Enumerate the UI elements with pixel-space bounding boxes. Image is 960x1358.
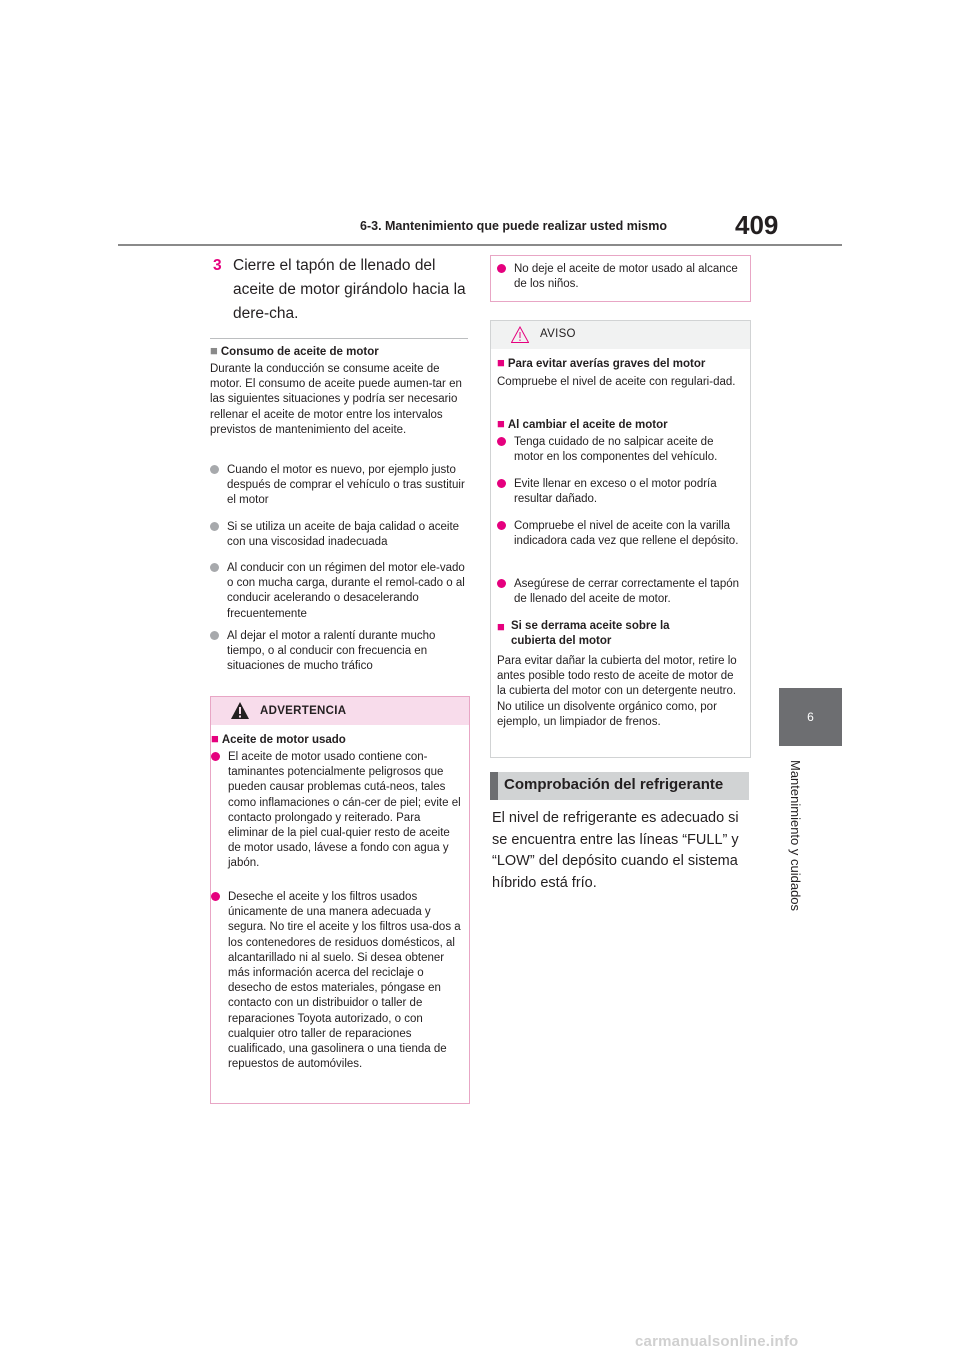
square-bullet-icon: ■ [210,343,218,358]
list-item: Deseche el aceite y los filtros usados únicamente de una manera adecuada y segura. No tire el aceite y los filtros usa-dos a los contenedores de residuos domésticos, al alcantarillado ni al suelo. Si desea obtener más información acerca del reciclaje o desecho de estos materiales, póngase en contacto con un distribuidor o taller de reparaciones Toyota autorizado, o con cualquier otro taller de reparaciones cualificado, una gasolinera o una tienda de repuestos de automóviles. [211,890,461,1072]
notice-box [490,320,751,758]
list-item: Tenga cuidado de no salpicar aceite de motor en los componentes del vehículo. [497,435,742,465]
round-bullet-icon [497,521,506,530]
section-heading [490,772,749,800]
list-item: Al dejar el motor a ralentí durante mucho tiempo, o al conducir con frecuencia en situaciones de mucho tráfico [210,629,468,675]
list-item: El aceite de motor usado contiene con-taminantes potencialmente peligrosos que pueden causar problemas cutá-neos, tales como inflamaciones o cán-cer de piel; evite el contacto prolongado y reiterado. Para eliminar de la piel cual-quier resto de aceite de motor usado, lávese a fondo con agua y jabón. [211,750,461,872]
step-number: 3 [213,257,222,274]
square-bullet-icon: ■ [497,355,505,370]
square-bullet-icon: ■ [497,619,505,634]
notice-header [491,321,750,349]
list-item: No deje el aceite de motor usado al alcance de los niños. [497,262,742,292]
section-title: 6-3. Mantenimiento que puede realizar usted mismo [360,219,668,233]
square-bullet-icon: ■ [497,416,505,431]
list-item: Si se utiliza un aceite de baja calidad o aceite con una viscosidad inadecuada [210,520,468,550]
round-bullet-icon [497,479,506,488]
notice-subhead: ■ Si se derrama aceite sobre la cubierta del motor [497,619,670,647]
chapter-label-text: Mantenimiento y cuidados [788,760,803,912]
header-rule [118,244,842,246]
continued-warning-box [490,255,751,302]
consumo-bullets [210,463,468,688]
round-bullet-icon [210,522,219,531]
coolant-text: El nivel de refrigerante es adecuado si se encuentra entre las líneas “FULL” y “LOW” del depósito cuando el sistema híbrido está frío. [492,810,739,891]
consumo-text: Durante la conducción se consume aceite de motor. El consumo de aceite puede aumen-tar en las siguientes situaciones y podría ser necesario rellenar el aceite de motor entre los intervalos previstos de mantenimiento del aceite. [210,363,462,436]
page-number: 409 [735,210,779,240]
notice-subhead: ■ Al cambiar el aceite de motor [497,416,668,431]
consumo-section [210,343,468,438]
round-bullet-icon [211,892,220,901]
warning-title: ADVERTENCIA [260,705,347,717]
coolant-heading: Comprobación del refrigerante [504,776,724,793]
watermark: carmanualsonline.info [635,1333,799,1350]
notice-text: Compruebe el nivel de aceite con regulari-dad. [497,376,736,388]
step-3 [213,254,473,326]
round-bullet-icon [210,465,219,474]
divider [210,338,468,339]
chapter-label [785,760,805,930]
consumo-heading: ■ Consumo de aceite de motor [210,343,379,358]
notice-title: AVISO [540,328,576,340]
notice-subhead: ■ Para evitar averías graves del motor [497,355,706,370]
list-item: Cuando el motor es nuevo, por ejemplo justo después de comprar el vehículo o tras sustituir el motor [210,463,468,509]
chapter-number: 6 [807,710,814,724]
round-bullet-icon [210,631,219,640]
list-item: Evite llenar en exceso o el motor podría resultar dañado. [497,477,742,507]
list-item: Asegúrese de cerrar correctamente el tapón de llenado del aceite de motor. [497,577,742,607]
round-bullet-icon [210,563,219,572]
round-bullet-icon [211,752,220,761]
round-bullet-icon [497,579,506,588]
warning-subhead: ■ Aceite de motor usado [211,731,346,746]
warning-triangle-icon [511,326,529,343]
heading-accent [490,772,498,800]
notice-text: Para evitar dañar la cubierta del motor, retire lo antes posible todo resto de aceite de motor de la cubierta del motor con un detergente neutro. No utilice un disolvente orgánico como, por ejemplo, un limpiador de frenos. [497,655,737,728]
list-item: Al conducir con un régimen del motor ele-vado o con mucha carga, durante el remol-cado o al conducir acelerando o desacelerando frecuentemente [210,561,468,622]
round-bullet-icon [497,264,506,273]
list-item: Compruebe el nivel de aceite con la varilla indicadora cada vez que rellene el depósito. [497,519,742,549]
chapter-tab [779,688,842,746]
warning-header [211,697,469,725]
square-bullet-icon: ■ [211,731,219,746]
step-text: Cierre el tapón de llenado del aceite de motor girándolo hacia la dere-cha. [233,257,466,322]
warning-box [210,696,470,1104]
warning-triangle-icon [231,702,249,719]
round-bullet-icon [497,437,506,446]
